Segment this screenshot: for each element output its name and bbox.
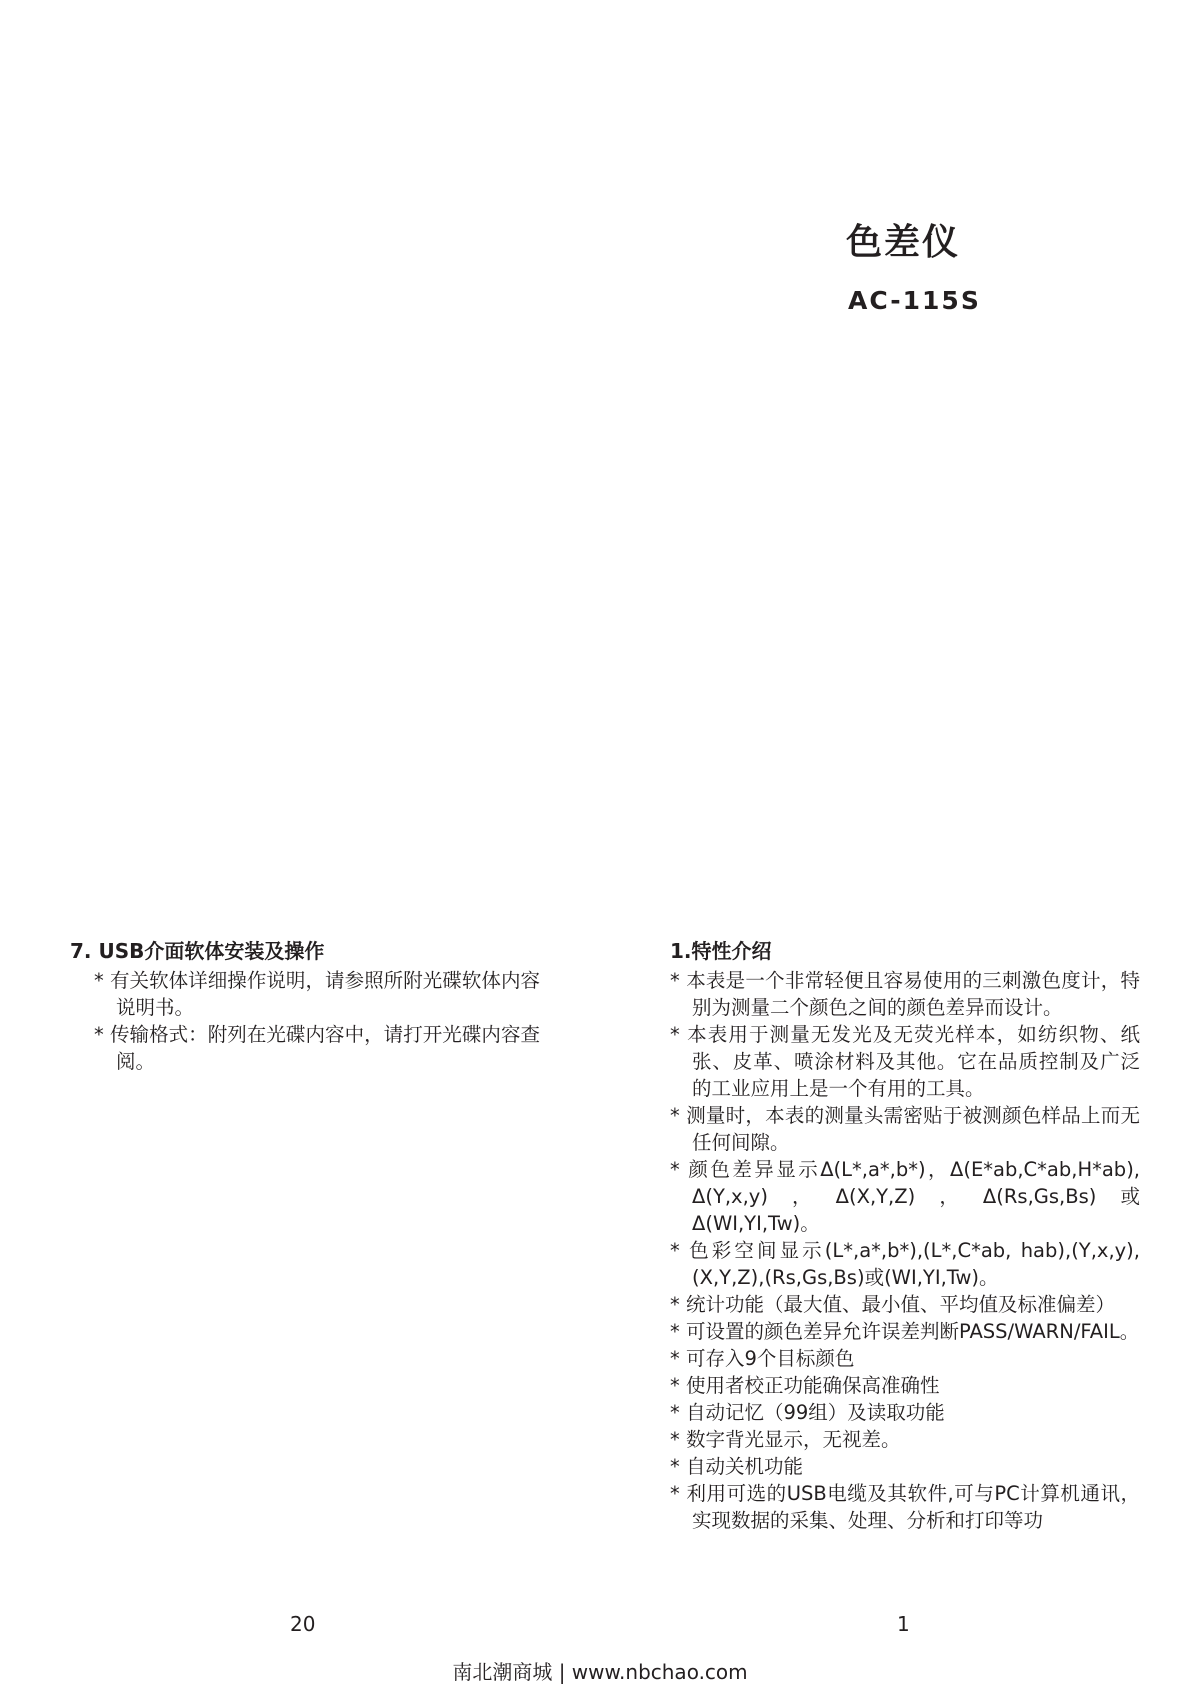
list-item: * 传输格式：附列在光碟内容中，请打开光碟内容查阅。: [94, 1023, 540, 1073]
list-item: * 自动记忆（99组）及读取功能: [670, 1401, 945, 1424]
list-item: * 可存入9个目标颜色: [670, 1347, 855, 1370]
page-number-left: 20: [290, 1612, 316, 1636]
footer-watermark: 南北潮商城 | www.nbchao.com: [452, 1660, 748, 1684]
left-column: [70, 938, 540, 1075]
list-item: * 色彩空间显示(L*,a*,b*),(L*,C*ab, hab),(Y,x,y),(X,Y,Z),(Rs,Gs,Bs)或(WI,YI,Tw)。: [670, 1239, 1140, 1289]
list-item: * 利用可选的USB电缆及其软件,可与PC计算机通讯，实现数据的采集、处理、分析和打印等功: [670, 1482, 1140, 1532]
list-item: * 有关软体详细操作说明，请参照所附光碟软体内容说明书。: [94, 969, 540, 1019]
list-item: * 颜色差异显示Δ(L*,a*,b*)，Δ(E*ab,C*ab,H*ab), Δ(Y,x,y)，Δ(X,Y,Z)，Δ(Rs,Gs,Bs)或Δ(WI,YI,Tw)。: [670, 1158, 1140, 1235]
list-item: * 本表用于测量无发光及无荧光样本，如纺织物、纸张、皮革、喷涂材料及其他。它在品质控制及广泛的工业应用上是一个有用的工具。: [670, 1023, 1140, 1100]
list-item: * 使用者校正功能确保高准确性: [670, 1374, 940, 1397]
list-item: * 测量时，本表的测量头需密贴于被测颜色样品上而无任何间隙。: [670, 1104, 1140, 1154]
list-item: * 本表是一个非常轻便且容易使用的三刺激色度计，特别为测量二个颜色之间的颜色差异而设计。: [670, 969, 1140, 1019]
list-item: * 自动关机功能: [670, 1455, 803, 1478]
list-item: * 统计功能（最大值、最小值、平均值及标准偏差）: [670, 1293, 1115, 1316]
cover-model: AC-115S: [848, 286, 981, 315]
list-item: * 可设置的颜色差异允许误差判断PASS/WARN/FAIL。: [670, 1320, 1140, 1343]
page-number-right: 1: [897, 1612, 910, 1636]
section-heading-features: 1.特性介绍: [670, 939, 772, 963]
right-column: [670, 938, 1140, 1534]
list-item: * 数字背光显示，无视差。: [670, 1428, 901, 1451]
cover-title: 色差仪: [846, 222, 961, 263]
section-heading-usb: 7. USB介面软体安装及操作: [70, 939, 325, 963]
